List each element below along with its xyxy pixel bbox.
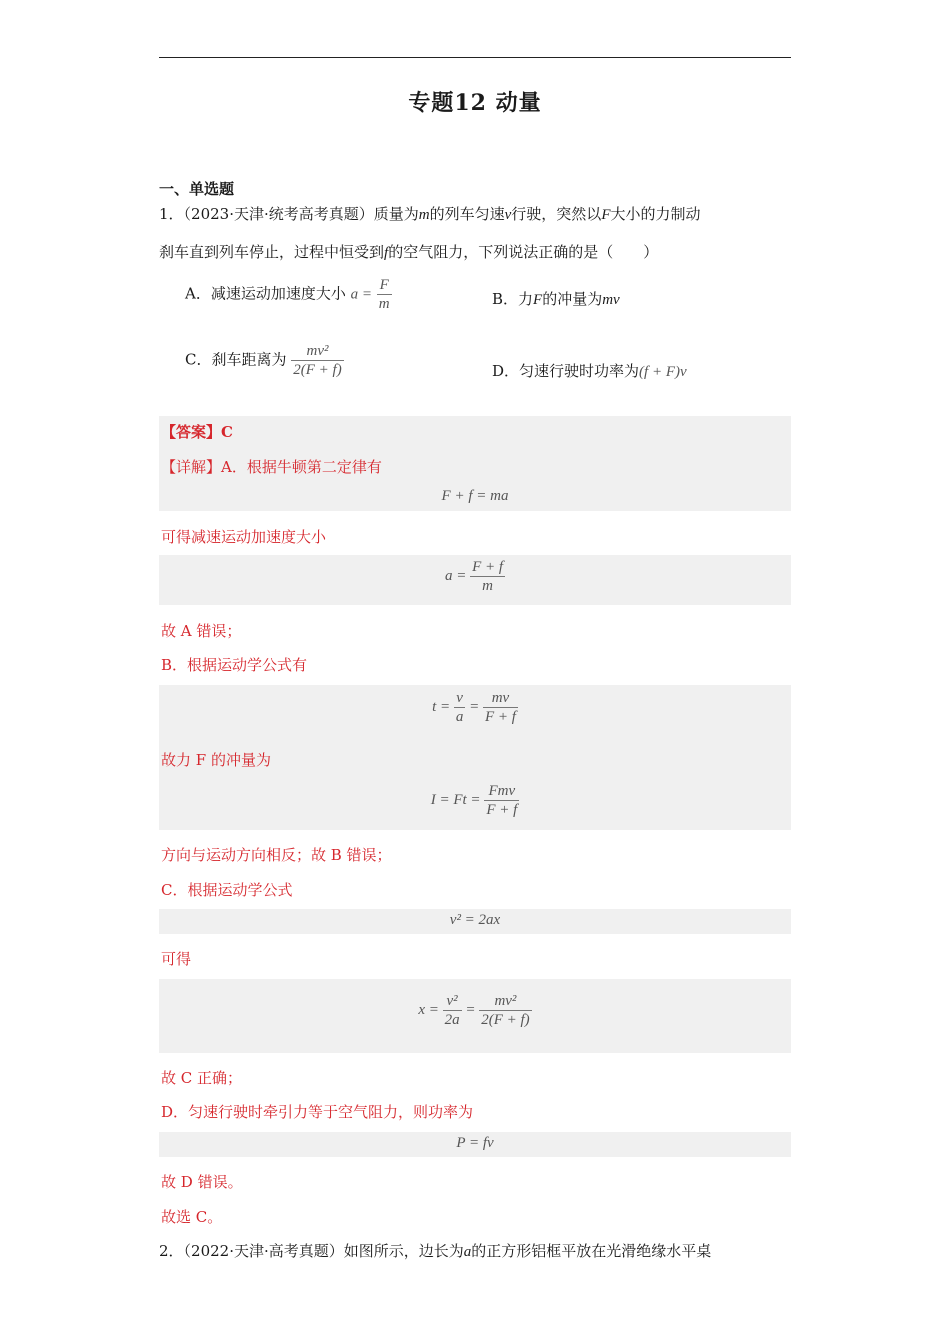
q1-var-m: m xyxy=(418,207,430,223)
eq2-numerator: F + f xyxy=(472,559,504,575)
eq2-denominator: m xyxy=(482,578,493,594)
answer-text-11: 故选 C。 xyxy=(161,1208,223,1226)
eq6-numerator-2: mv² xyxy=(479,992,531,1011)
q1-text-part: 行驶，突然以 xyxy=(511,205,602,223)
q1-var-F: F xyxy=(601,207,611,223)
detail-label: 【详解】A．根据牛顿第二定律有 xyxy=(161,458,382,476)
option-b xyxy=(492,288,620,309)
option-c-numerator: mv² xyxy=(291,342,343,361)
option-b-var-F: F xyxy=(533,292,543,308)
answer-text-1: 可得减速运动加速度大小 xyxy=(161,528,327,546)
eq6-denominator-2: 2(F + f) xyxy=(481,1012,530,1028)
equation-4 xyxy=(159,782,791,819)
option-d xyxy=(492,360,687,381)
answer-text-2: 故 A 错误； xyxy=(161,622,242,640)
equation-5: v² = 2ax xyxy=(449,912,501,928)
eq3-lhs: t = xyxy=(432,698,451,715)
section-heading: 一、单选题 xyxy=(159,180,235,198)
question-2-line-1 xyxy=(159,1240,711,1261)
q1-text-part: 1．（2023·天津·统考高考真题）质量为 xyxy=(159,205,419,223)
q2-text-part: 的正方形铝框平放在光滑绝缘水平桌 xyxy=(471,1242,712,1260)
eq2-lhs: a = xyxy=(444,567,467,584)
eq3-fraction-1 xyxy=(454,689,466,726)
answer-text-7: 可得 xyxy=(161,950,192,968)
option-a-math-lhs: a = xyxy=(350,286,372,303)
eq6-numerator-1: v² xyxy=(443,992,462,1011)
eq4-lhs: I = Ft = xyxy=(430,791,481,808)
answer-label: 【答案】C xyxy=(161,423,233,441)
option-b-var-mv: mv xyxy=(602,292,620,308)
eq3-numerator-2: mv xyxy=(483,689,518,708)
q2-var-a: a xyxy=(463,1244,472,1260)
eq3-denominator-2: F + f xyxy=(484,709,516,725)
option-b-text: 的冲量为 xyxy=(542,290,603,308)
answer-text-6: C．根据运动学公式 xyxy=(161,881,293,899)
option-c xyxy=(185,342,344,379)
q1-var-v: v xyxy=(504,207,512,223)
answer-text-8: 故 C 正确； xyxy=(161,1069,243,1087)
eq6-equals: = xyxy=(465,1001,476,1018)
eq6-denominator-1: 2a xyxy=(444,1012,460,1028)
header-rule xyxy=(159,57,791,58)
q1-var-f: f xyxy=(384,245,389,261)
equation-7: P = fv xyxy=(456,1135,494,1151)
eq6-fraction-2 xyxy=(479,992,531,1029)
eq4-fraction xyxy=(484,782,519,819)
option-a-denominator: m xyxy=(378,296,390,312)
question-1-line-1 xyxy=(159,203,701,224)
eq6-fraction-1 xyxy=(443,992,462,1029)
eq2-fraction xyxy=(470,558,505,595)
q1-text-part: 大小的力制动 xyxy=(610,205,701,223)
option-a-fraction xyxy=(377,276,392,313)
q1-text-part: 的空气阻力，下列说法正确的是（ ） xyxy=(388,243,659,261)
answer-text-5: 方向与运动方向相反；故 B 错误； xyxy=(161,846,392,864)
option-c-fraction xyxy=(291,342,343,379)
eq3-numerator-1: v xyxy=(454,689,466,708)
option-c-denominator: 2(F + f) xyxy=(293,362,342,378)
option-a xyxy=(185,276,392,313)
option-d-math: (f + F)v xyxy=(639,364,687,380)
answer-text-10: 故 D 错误。 xyxy=(161,1173,243,1191)
eq3-fraction-2 xyxy=(483,689,518,726)
eq6-lhs: x = xyxy=(418,1001,439,1018)
q1-text-part: 刹车直到列车停止，过程中恒受到 xyxy=(159,243,385,261)
eq3-denominator-1: a xyxy=(455,709,464,725)
equation-6 xyxy=(159,992,791,1029)
option-c-label: C．刹车距离为 xyxy=(185,350,287,369)
q1-text-part: 的列车匀速 xyxy=(429,205,505,223)
question-1-line-2 xyxy=(159,241,658,262)
q2-text-part: 2．（2022·天津·高考真题）如图所示，边长为 xyxy=(159,1242,464,1260)
eq4-numerator: Fmv xyxy=(484,782,519,801)
equation-1: F + f = ma xyxy=(441,488,509,504)
answer-text-9: D．匀速行驶时牵引力等于空气阻力，则功率为 xyxy=(161,1103,474,1121)
eq4-denominator: F + f xyxy=(486,802,518,818)
equation-3 xyxy=(159,689,791,726)
option-a-label: A．减速运动加速度大小 xyxy=(185,284,346,303)
eq3-equals: = xyxy=(469,698,480,715)
option-d-label: D．匀速行驶时功率为 xyxy=(492,362,640,380)
equation-2 xyxy=(159,558,791,595)
option-b-label: B．力 xyxy=(492,290,534,308)
option-a-numerator: F xyxy=(377,276,392,295)
answer-text-4: 故力 F 的冲量为 xyxy=(161,751,271,769)
page-title: 专题12 动量 xyxy=(408,90,542,116)
answer-text-3: B．根据运动学公式有 xyxy=(161,656,308,674)
